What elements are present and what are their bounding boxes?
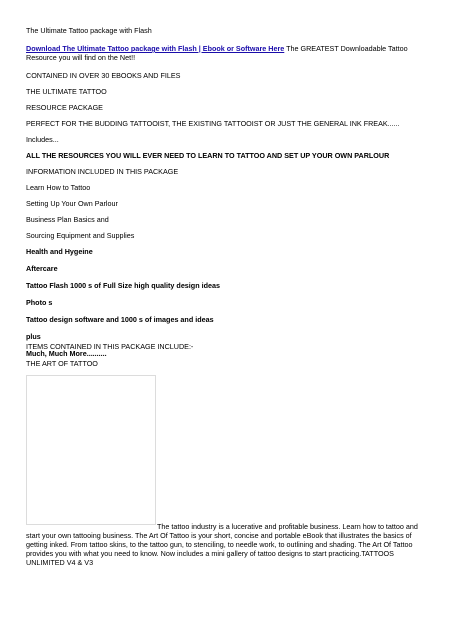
intro-text: The GREATEST Downloadable Tattoo Resource you will find on the Net!! <box>26 44 408 62</box>
line-business: Business Plan Basics and <box>26 215 109 224</box>
line-plus: plus <box>26 332 41 341</box>
line-perfect: PERFECT FOR THE BUDDING TATTOOIST, THE EXISTING TATTOOIST OR JUST THE GENERAL INK FREAK...... <box>26 119 400 128</box>
line-setting-up: Setting Up Your Own Parlour <box>26 199 118 208</box>
download-link[interactable]: Download The Ultimate Tattoo package with Flash | Ebook or Software Here <box>26 44 285 53</box>
document-title: The Ultimate Tattoo package with Flash <box>26 26 152 35</box>
line-items: ITEMS CONTAINED IN THIS PACKAGE INCLUDE:- <box>26 342 194 351</box>
line-ultimate: THE ULTIMATE TATTOO <box>26 87 107 96</box>
line-photos: Photo s <box>26 298 53 307</box>
line-learn: Learn How to Tattoo <box>26 183 91 192</box>
line-info: INFORMATION INCLUDED IN THIS PACKAGE <box>26 167 179 176</box>
line-all-resources: ALL THE RESOURCES YOU WILL EVER NEED TO LEARN TO TATTOO AND SET UP YOUR OWN PARLOUR <box>26 151 390 160</box>
line-software: Tattoo design software and 1000 s of images and ideas <box>26 315 214 324</box>
line-sourcing: Sourcing Equipment and Supplies <box>26 231 135 240</box>
product-image-placeholder <box>26 375 156 525</box>
description-text: The tattoo industry is a lucerative and profitable business. Learn how to tattoo and start your own tattooing business. The Art Of Tattoo is your short, concise and portable eBook that illustrates the basics of getting inked. From tattoo skins, to the tattoo gun, to stenciling, to needle work, to outlining and shading. The Art Of Tattoo provides you with what you need to know. Now includes a mini gallery of tattoo designs to start practicing.TATTOOS UNLIMITED V4 & V3 <box>26 522 418 567</box>
line-includes: Includes... <box>26 135 59 144</box>
line-more: Much, Much More.......... <box>26 349 107 358</box>
line-resource: RESOURCE PACKAGE <box>26 103 103 112</box>
line-flash: Tattoo Flash 1000 s of Full Size high quality design ideas <box>26 281 220 290</box>
intro-paragraph <box>26 44 428 62</box>
description-paragraph <box>26 522 426 567</box>
line-health: Health and Hygeine <box>26 247 93 256</box>
line-art: THE ART OF TATTOO <box>26 359 98 368</box>
line-contained: CONTAINED IN OVER 30 EBOOKS AND FILES <box>26 71 181 80</box>
line-aftercare: Aftercare <box>26 264 58 273</box>
